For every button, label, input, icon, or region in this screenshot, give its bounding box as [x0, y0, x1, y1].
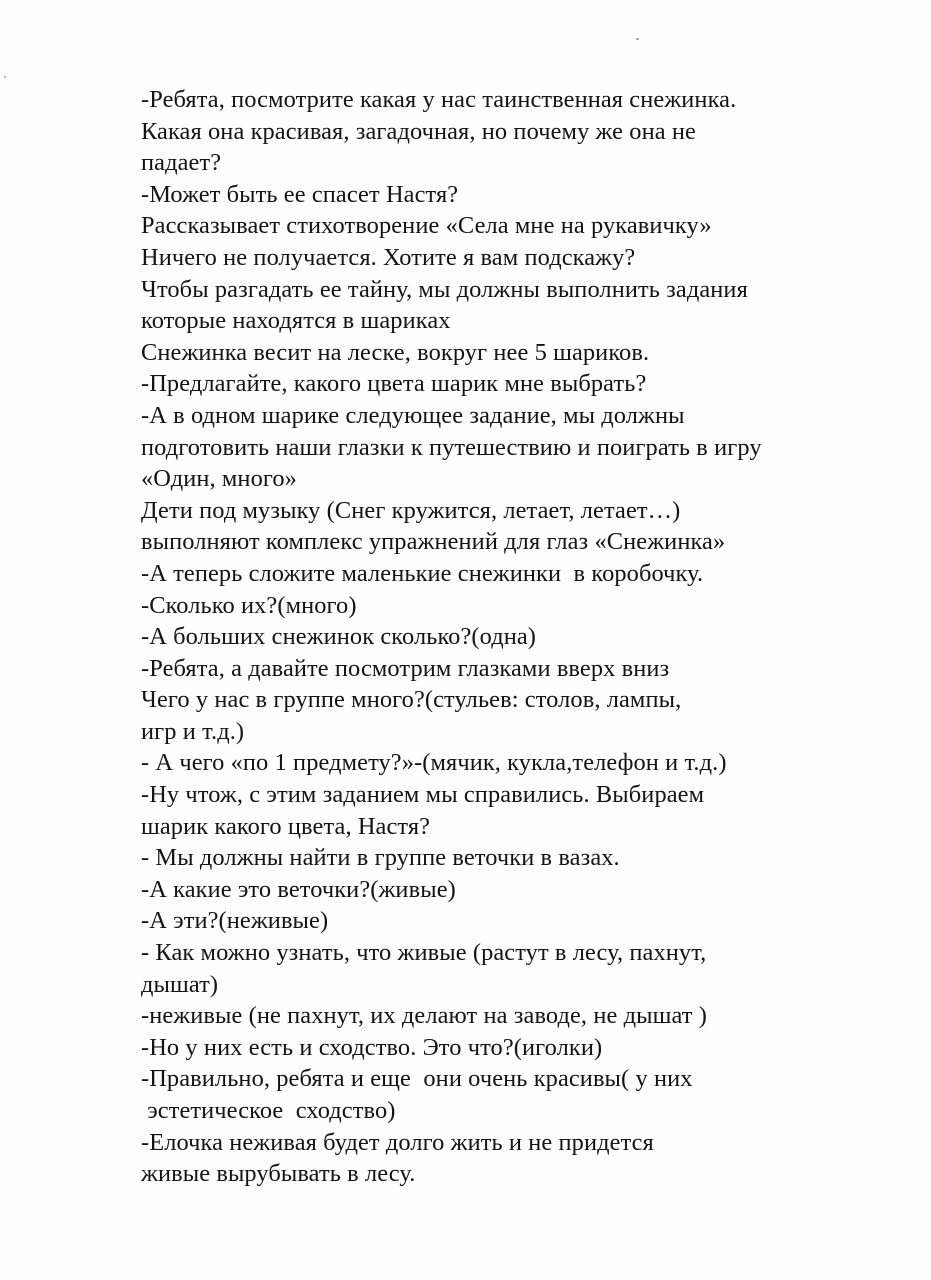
text-line: -Правильно, ребята и еще они очень красивы( у них [141, 1065, 693, 1093]
text-line: -Елочка неживая будет долго жить и не придется [141, 1128, 654, 1156]
text-line: Снежинка весит на леске, вокруг нее 5 шариков. [141, 338, 650, 366]
text-line: -Ребята, а давайте посмотрим глазками вверх вниз [141, 654, 670, 682]
text-line: -А эти?(неживые) [141, 907, 329, 935]
text-line: -А теперь сложите маленькие снежинки в коробочку. [141, 559, 704, 587]
text-line: -Ну чтож, с этим заданием мы справились. Выбираем [141, 781, 705, 809]
text-line: дышат) [141, 970, 219, 998]
text-line: - А чего «по 1 предмету?»-(мячик, кукла,телефон и т.д.) [141, 749, 727, 777]
text-line: падает? [141, 149, 222, 177]
scan-speck [4, 76, 6, 78]
document-text [141, 84, 901, 1190]
scan-speck [636, 38, 639, 40]
text-line: - Как можно узнать, что живые (растут в лесу, пахнут, [141, 939, 707, 967]
text-line: Чтобы разгадать ее тайну, мы должны выполнить задания [141, 275, 748, 303]
text-line: -неживые (не пахнут, их делают на заводе, не дышат ) [141, 1002, 707, 1030]
text-line: - Мы должны найти в группе веточки в вазах. [141, 844, 620, 872]
text-line: -А какие это веточки?(живые) [141, 875, 456, 903]
text-line: которые находятся в шариках [141, 307, 451, 335]
text-line: игр и т.д.) [141, 717, 245, 745]
text-line: Какая она красивая, загадочная, но почему же она не [141, 117, 696, 145]
text-line: -А в одном шарике следующее задание, мы должны [141, 401, 685, 429]
text-line: -Ребята, посмотрите какая у нас таинственная снежинка. [141, 86, 737, 113]
text-line: Чего у нас в группе много?(стульев: столов, лампы, [141, 686, 682, 714]
text-line: -Предлагайте, какого цвета шарик мне выбрать? [141, 370, 647, 398]
text-line: выполняют комплекс упражнений для глаз «Снежинка» [141, 528, 726, 556]
text-line: эстетическое сходство) [141, 1097, 396, 1124]
text-line: живые вырубывать в лесу. [141, 1160, 416, 1188]
text-line: Дети под музыку (Снег кружится, летает, летает…) [141, 496, 681, 524]
text-line: «Один, много» [141, 465, 297, 493]
text-line: Ничего не получается. Хотите я вам подскажу? [141, 243, 636, 271]
text-line: -Но у них есть и сходство. Это что?(иголки) [141, 1033, 603, 1061]
text-line: шарик какого цвета, Настя? [141, 812, 431, 840]
text-line: -А больших снежинок сколько?(одна) [141, 623, 537, 651]
text-line: -Может быть ее спасет Настя? [141, 180, 459, 208]
text-line: Рассказывает стихотворение «Села мне на рукавичку» [141, 212, 712, 240]
text-line: -Сколько их?(много) [141, 591, 357, 619]
text-line: подготовить наши глазки к путешествию и поиграть в игру [141, 433, 762, 461]
